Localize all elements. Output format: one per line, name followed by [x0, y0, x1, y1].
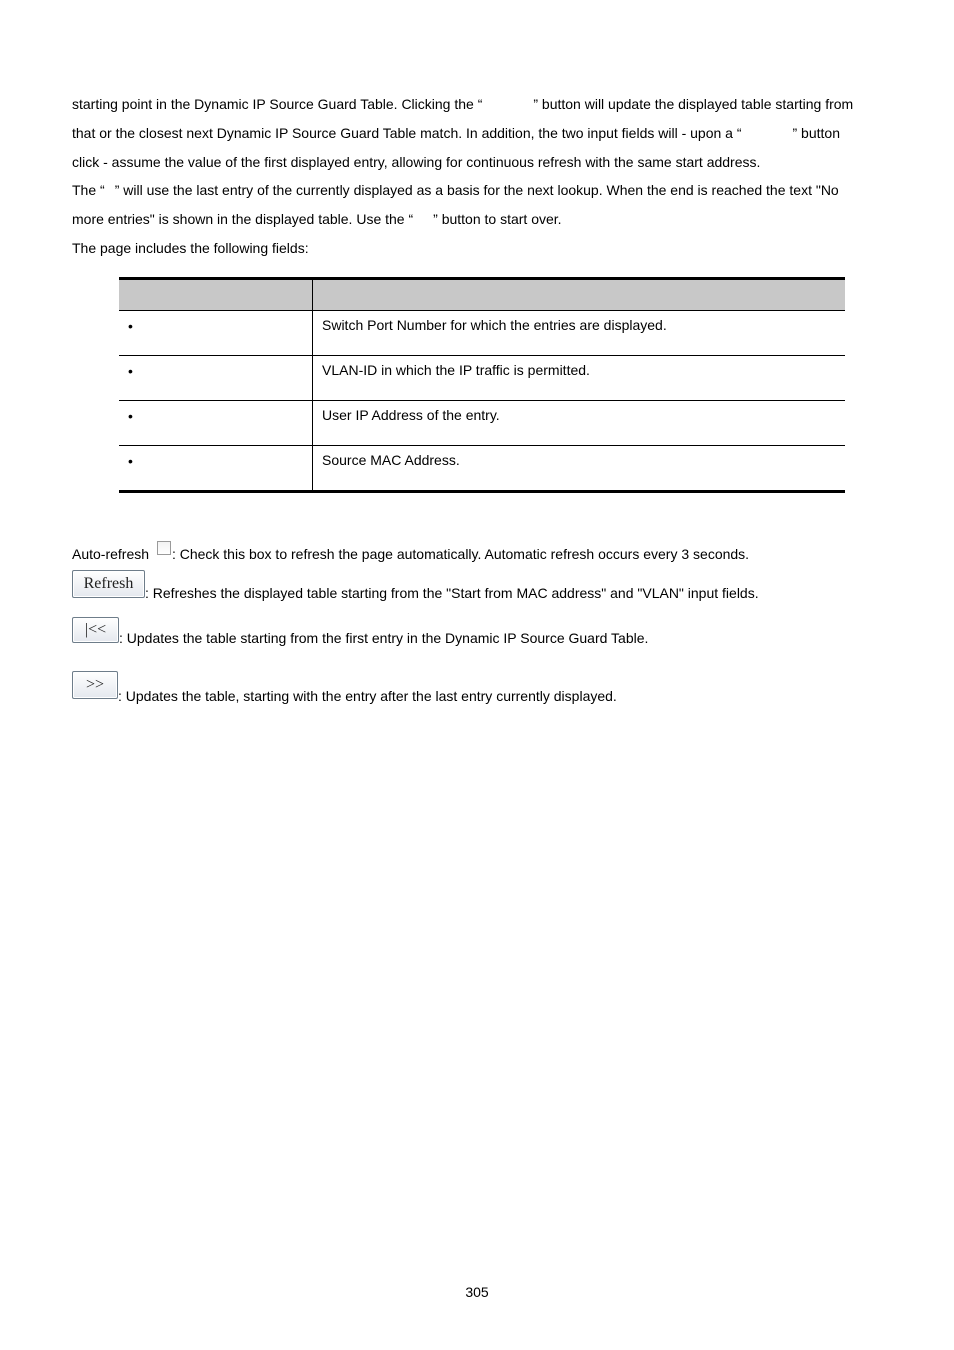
table-header-row — [119, 279, 845, 311]
description-cell: Switch Port Number for which the entries are displayed. — [313, 311, 846, 356]
bullet: • — [128, 453, 133, 469]
auto-refresh-help — [72, 541, 749, 562]
refresh-description: : Refreshes the displayed table starting from the "Start from MAC address" and "VLAN" input fields. — [145, 585, 759, 601]
text-segment: ” button will update the displayed table starting from — [533, 96, 854, 112]
object-cell — [119, 311, 313, 356]
auto-refresh-checkbox[interactable] — [157, 541, 171, 555]
table-row — [119, 356, 845, 401]
bullet: • — [128, 318, 133, 334]
page-number: 305 — [465, 1284, 489, 1300]
next-page-description: : Updates the table, starting with the entry after the last entry currently displayed. — [118, 688, 617, 704]
table-row — [119, 446, 845, 492]
description-cell: User IP Address of the entry. — [313, 401, 846, 446]
fields-intro: The page includes the following fields: — [72, 240, 309, 256]
text-segment: more entries" is shown in the displayed table. Use the “ — [72, 211, 414, 227]
text-segment: starting point in the Dynamic IP Source Guard Table. Clicking the “ — [72, 96, 483, 112]
table-row — [119, 311, 845, 356]
intro-paragraph — [72, 90, 892, 177]
bullet: • — [128, 408, 133, 424]
text-segment: ” button — [792, 125, 840, 141]
description-cell: Source MAC Address. — [322, 452, 460, 468]
bullet: • — [128, 363, 133, 379]
auto-refresh-label: Auto-refresh — [72, 546, 150, 562]
first-page-description: : Updates the table starting from the first entry in the Dynamic IP Source Guard Table. — [119, 630, 649, 646]
text-segment: that or the closest next Dynamic IP Source Guard Table match. In addition, the two input fields will - upon a “ — [72, 125, 742, 141]
text-segment: ” will use the last entry of the currently displayed as a basis for the next lookup. When the end is reached the text "No — [114, 182, 839, 198]
text-segment: The “ — [72, 182, 105, 198]
fields-table — [119, 277, 845, 493]
description-cell: VLAN-ID in which the IP traffic is permitted. — [313, 356, 846, 401]
next-page-button[interactable]: >> — [72, 671, 118, 699]
object-cell — [119, 401, 313, 446]
auto-refresh-description: : Check this box to refresh the page automatically. Automatic refresh occurs every 3 seconds. — [171, 546, 750, 562]
navigation-paragraph — [72, 176, 892, 234]
object-cell — [119, 446, 313, 492]
header-cell-description — [313, 279, 846, 311]
refresh-button[interactable]: Refresh — [72, 570, 145, 598]
text-segment: ” button to start over. — [433, 211, 562, 227]
table-row — [119, 401, 845, 446]
header-cell-object — [119, 279, 313, 311]
first-page-button[interactable]: |<< — [72, 617, 119, 643]
object-cell — [119, 356, 313, 401]
text-line: click - assume the value of the first displayed entry, allowing for continuous refresh with the same start address. — [72, 154, 761, 170]
